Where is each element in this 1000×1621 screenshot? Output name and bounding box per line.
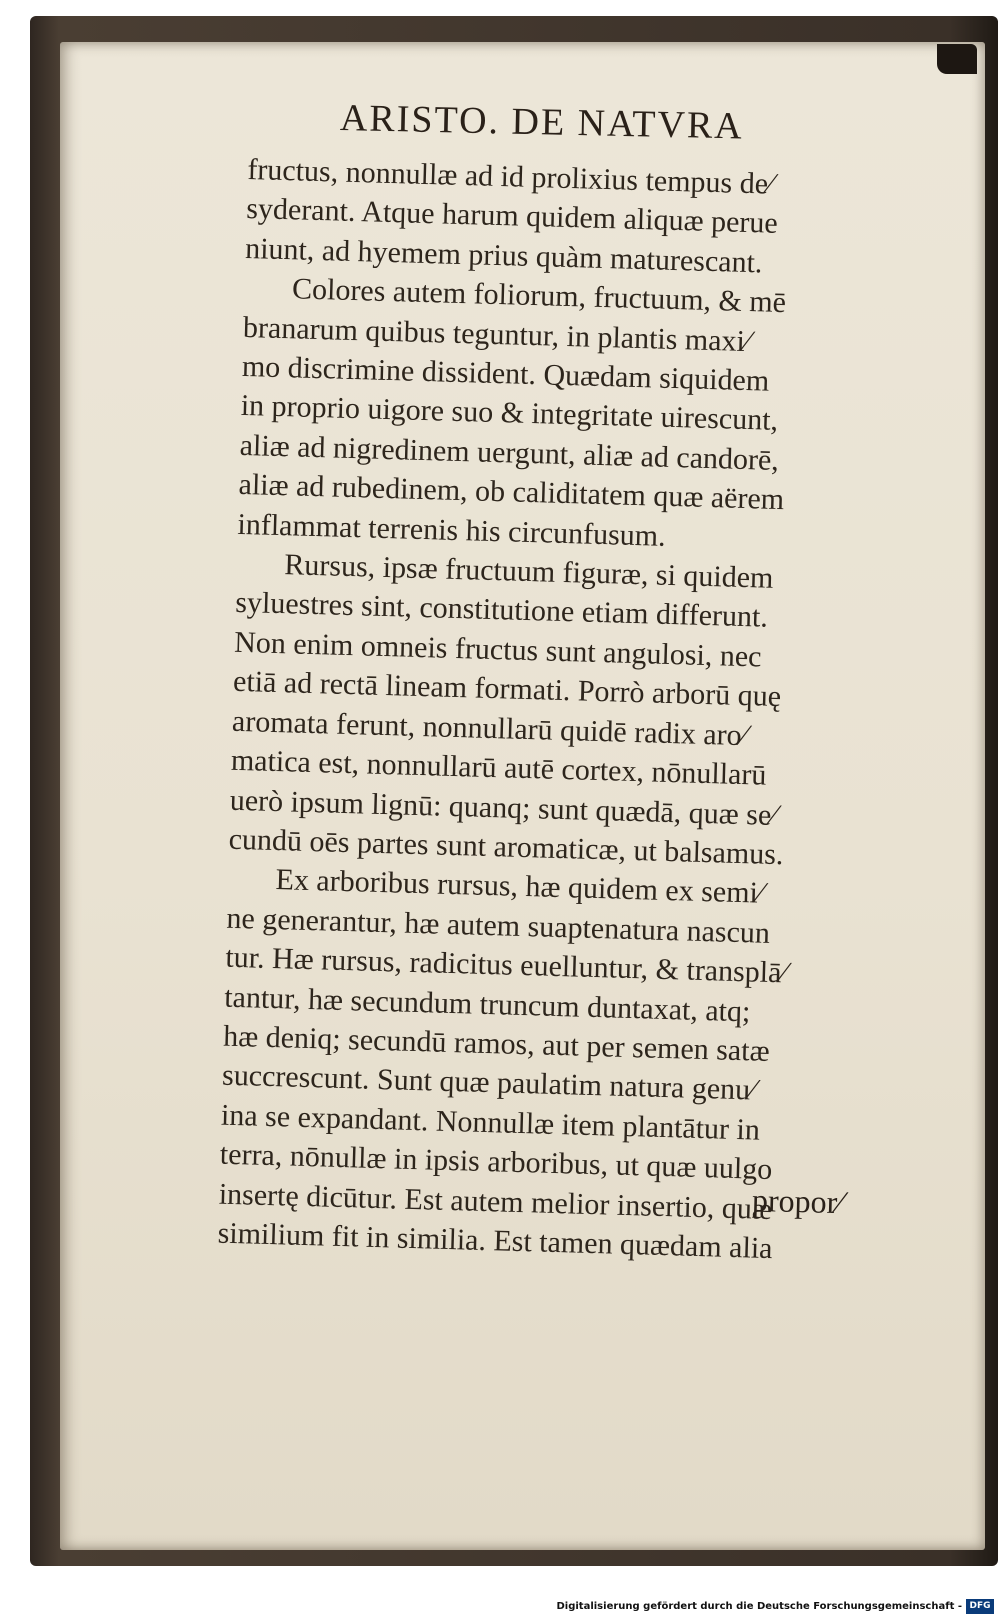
text-line: hæ deniq; secundū ramos, aut per semen satæ <box>222 1019 771 1068</box>
text-line: ne generantur, hæ autem suaptenatura nascun <box>226 901 771 950</box>
text-line: aliæ ad rubedinem, ob caliditatem quæ aërem <box>238 468 785 517</box>
text-line: tur. Hæ rursus, radicitus euelluntur, & transplā⁄ <box>224 940 787 990</box>
text-line: terra, nōnullæ in ipsis arboribus, ut quæ uulgo <box>219 1137 773 1187</box>
text-line: similium fit in similia. Est tamen quædam alia <box>217 1216 773 1266</box>
text-line: succrescunt. Sunt quæ paulatim natura genu⁄ <box>221 1058 756 1107</box>
text-line: insertę dicūtur. Est autem melior insertio, quæ <box>218 1177 773 1226</box>
text-line: inflammat terrenis his circunfusum. <box>237 507 667 553</box>
text-line: uerò ipsum lignū: quanq; sunt quædā, quæ se⁄ <box>229 783 777 832</box>
footer-bar <box>0 1596 1000 1621</box>
text-line: ina se expandant. Nonnullæ item plantātur in <box>220 1098 761 1147</box>
paragraph-start-line: Colores autem foliorum, fructuum, & mē <box>291 272 787 320</box>
text-line: in proprio uigore suo & integritate uirescunt, <box>240 389 779 438</box>
paragraph-start-line: Ex arboribus rursus, hæ quidem ex semi⁄ <box>275 863 764 910</box>
text-line: etiā ad rectā lineam formati. Porrò arborū quę <box>232 665 782 714</box>
body-text <box>217 150 908 1271</box>
text-line: tantur, hæ secundum truncum duntaxat, atq; <box>223 980 751 1028</box>
text-line: Non enim omneis fructus sunt angulosi, nec <box>233 625 762 674</box>
funding-credit: Digitalisierung gefördert durch die Deutsche Forschungsgemeinschaft - <box>556 1601 962 1612</box>
text-line: cundū oēs partes sunt aromaticæ, ut balsamus. <box>228 822 784 872</box>
paragraph-start-line: Rursus, ipsæ fructuum figuræ, si quidem <box>283 548 774 595</box>
text-line: niunt, ad hyemem prius quàm maturescant. <box>244 231 763 280</box>
catchword: propor⁄ <box>751 1181 844 1221</box>
text-line: syluestres sint, constitutione etiam differunt. <box>234 586 769 635</box>
page-corner-shadow <box>937 44 977 74</box>
text-line: syderant. Atque harum quidem aliquæ perue <box>245 192 779 241</box>
text-line: matica est, nonnullarū autē cortex, nōnullarū <box>230 743 767 792</box>
text-line: aromata ferunt, nonnullarū quidē radix aro⁄ <box>231 704 748 752</box>
text-line: branarum quibus teguntur, in plantis maxi⁄ <box>242 310 751 358</box>
text-line: aliæ ad nigredinem uergunt, aliæ ad candorē, <box>239 428 780 477</box>
running-head: ARISTO. DE NATVRA <box>339 97 745 148</box>
dfg-logo: DFG <box>966 1599 994 1614</box>
text-line: fructus, nonnullæ ad id prolixius tempus de⁄ <box>246 152 774 201</box>
text-line: mo discrimine dissident. Quædam siquidem <box>241 349 770 398</box>
